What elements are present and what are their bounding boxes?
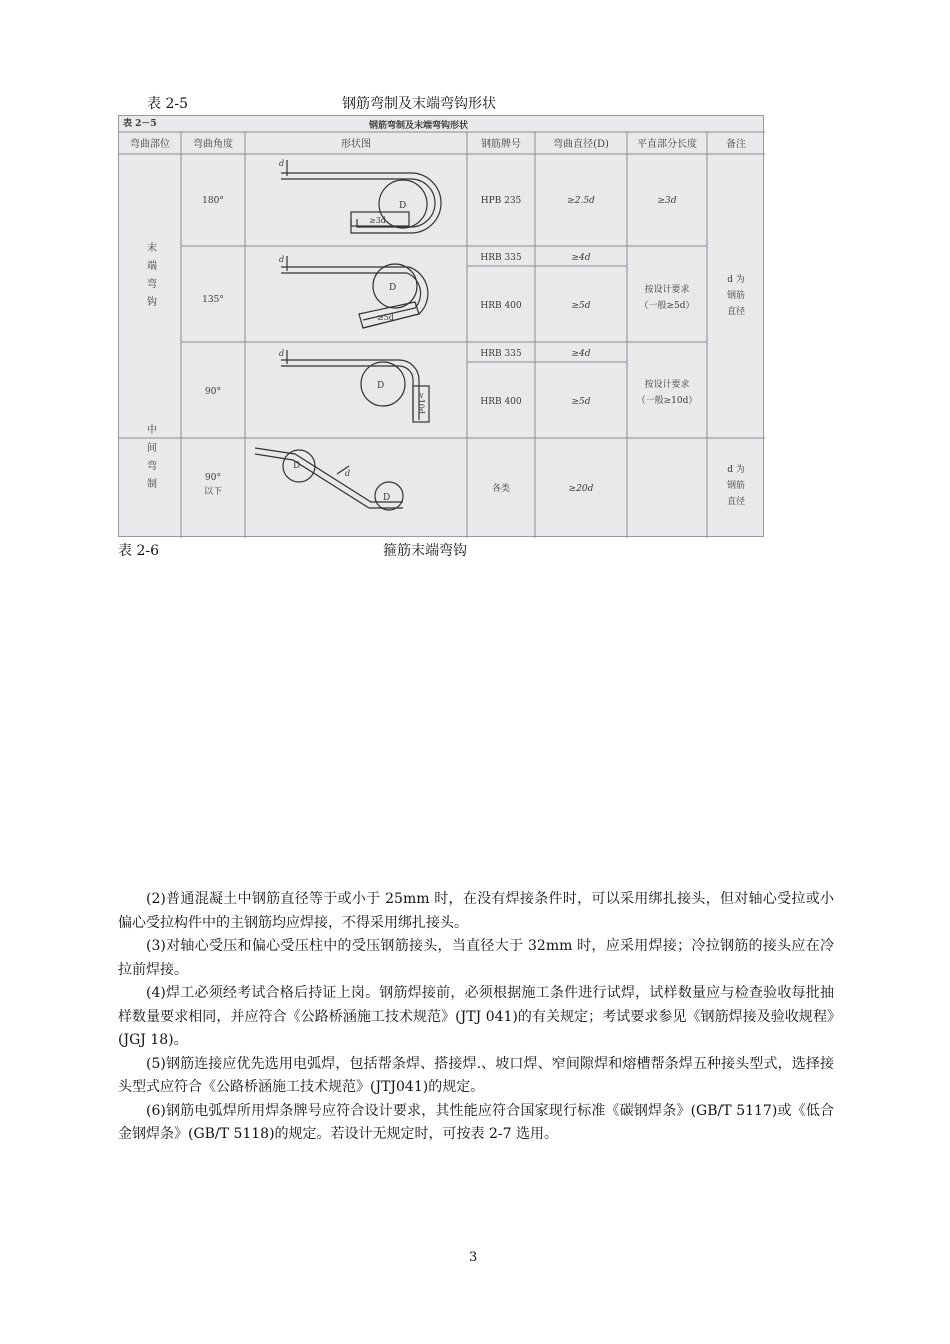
- row3-angle: 90°: [205, 387, 221, 397]
- shape-135-D: D: [389, 283, 397, 293]
- note-end-3: 直径: [726, 307, 746, 317]
- note-mid-3: 直径: [726, 497, 746, 507]
- scan-table-label: 表 2－5: [123, 119, 157, 129]
- note-end-2: 钢筋: [726, 291, 746, 301]
- header-bend-part: 弯曲部位: [130, 139, 170, 150]
- row2-diameter-a: ≥4d: [571, 253, 591, 263]
- header-bend-diameter: 弯曲直径(D): [553, 139, 609, 150]
- row2-angle: 135°: [202, 295, 224, 305]
- row4-angle-1: 90°: [205, 473, 221, 483]
- shape-180-D: D: [399, 201, 407, 211]
- row3-grade-a: HRB 335: [480, 349, 522, 359]
- shape-middle-bend: [255, 448, 403, 510]
- scanned-table-image: [118, 115, 764, 537]
- row4-grade: 各类: [491, 484, 511, 494]
- row2-grade-b: HRB 400: [480, 301, 522, 311]
- row2-diameter-b: ≥5d: [571, 301, 591, 311]
- row2-length-1: 按设计要求: [644, 285, 690, 295]
- note-end-1: d 为: [727, 275, 745, 285]
- row2-grade-a: HRB 335: [480, 253, 522, 263]
- row4-angle-2: 以下: [203, 487, 223, 497]
- shape-135-d: d: [279, 255, 285, 264]
- note-mid-2: 钢筋: [726, 481, 746, 491]
- row3-diameter-b: ≥5d: [571, 397, 591, 407]
- row1-length: ≥3d: [657, 196, 677, 206]
- scan-table-title: 钢筋弯制及末端弯钩形状: [369, 121, 469, 131]
- header-remark: 备注: [726, 139, 746, 150]
- row3-length-1: 按设计要求: [644, 380, 690, 390]
- shape-90-length-label: ≥10d: [416, 392, 426, 415]
- scanned-table-drawing: [119, 116, 765, 538]
- row4-diameter: ≥20d: [568, 484, 594, 494]
- paragraph-4: (4)焊工必须经考试合格后持证上岗。钢筋焊接前，必须根据施工条件进行试焊，试样数量应与检查验收每批抽样数量要求相同，并应符合《公路桥涵施工技术规范》(JTJ 041)的有关规定；考试要求参见《钢筋焊接及验收规程》(JGJ 18)。: [118, 985, 834, 1048]
- group-middle-bend: 中间弯制: [144, 424, 156, 496]
- page-number: 3: [469, 1250, 478, 1265]
- shape-135-length-label: ≥5d: [377, 313, 394, 322]
- row1-grade: HPB 235: [480, 196, 522, 206]
- shape-180-length-label: ≥3d: [369, 216, 386, 225]
- shape-90-hook: [281, 350, 429, 422]
- paragraph-3: (3)对轴心受压和偏心受压柱中的受压钢筋接头，当直径大于 32mm 时，应采用焊接；冷拉钢筋的接头应在冷拉前焊接。: [118, 938, 834, 978]
- row3-length-2: （一般≥10d）: [636, 396, 698, 406]
- group-end-hook: 末端弯钩: [144, 242, 156, 314]
- header-shape: 形状图: [341, 139, 371, 150]
- shape-180-hook: [281, 160, 441, 233]
- row2-length-2: （一般≥5d）: [639, 301, 695, 311]
- note-mid-1: d 为: [727, 465, 745, 475]
- paragraph-5: (5)钢筋连接应优先选用电弧焊，包括帮条焊、搭接焊.、坡口焊、窄间隙焊和熔槽帮条焊五种接头型式，选择接头型式应符合《公路桥涵施工技术规范》(JTJ041)的规定。: [118, 1055, 834, 1095]
- paragraph-6: (6)钢筋电弧焊所用焊条牌号应符合设计要求，其性能应符合国家现行标准《碳钢焊条》(GB/T 5117)或《低合金钢焊条》(GB/T 5118)的规定。若设计无规定时，可按表 2-7 选用。: [118, 1102, 834, 1142]
- table-2-6-title: 箍筋末端弯钩: [383, 543, 467, 559]
- row3-grade-b: HRB 400: [480, 397, 522, 407]
- shape-mid-D-2: D: [383, 493, 391, 503]
- shape-90-d: d: [279, 349, 285, 358]
- body-paragraphs: [118, 888, 834, 1147]
- row3-diameter-a: ≥4d: [571, 349, 591, 359]
- paragraph-2: (2)普通混凝土中钢筋直径等于或小于 25mm 时，在没有焊接条件时，可以采用绑扎接头，但对轴心受拉或小偏心受拉构件中的主钢筋均应焊接，不得采用绑扎接头。: [118, 891, 834, 931]
- table-2-5-number: 表 2-5: [147, 96, 188, 112]
- shape-mid-d: d: [345, 469, 351, 478]
- shape-135-hook: [281, 256, 428, 328]
- header-straight-length: 平直部分长度: [637, 139, 697, 150]
- shape-180-d: d: [279, 159, 285, 168]
- table-2-6-number: 表 2-6: [118, 543, 159, 559]
- row1-diameter: ≥2.5d: [567, 196, 595, 206]
- header-grade: 钢筋牌号: [481, 139, 521, 150]
- table-2-5-title: 钢筋弯制及末端弯钩形状: [342, 96, 496, 112]
- shape-mid-D-1: D: [293, 461, 301, 471]
- row1-angle: 180°: [202, 196, 224, 206]
- shape-90-D: D: [377, 381, 385, 391]
- header-bend-angle: 弯曲角度: [193, 139, 233, 150]
